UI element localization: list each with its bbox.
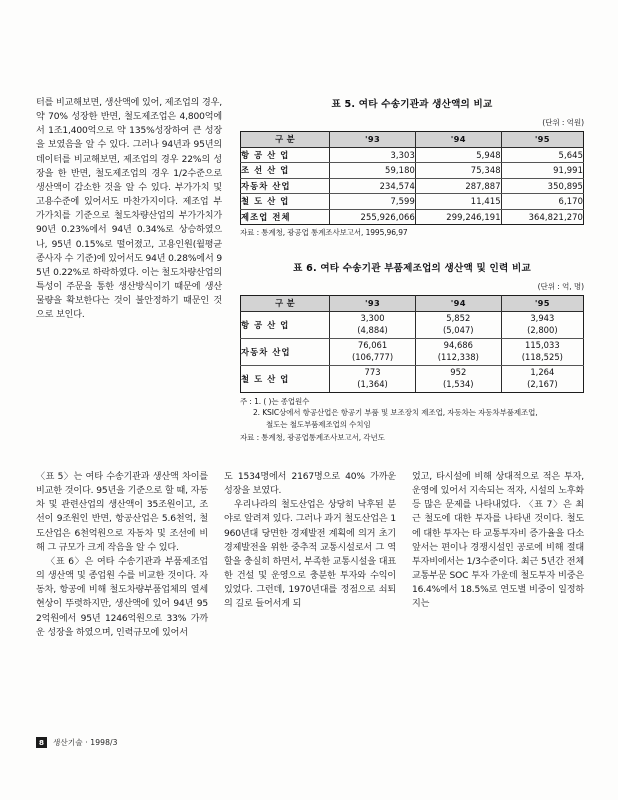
- cell-value: 5,645: [501, 147, 583, 163]
- table-row: [241, 163, 584, 179]
- cell-sub: (118,525): [521, 351, 563, 362]
- cell-sub: (106,777): [351, 351, 394, 362]
- cell-value: 299,246,191: [415, 209, 501, 225]
- table6-header-94: '94: [415, 295, 501, 311]
- table6-header-category: 구 분: [241, 295, 330, 311]
- cell-value: [330, 338, 416, 365]
- row-label: 조 선 산 업: [241, 163, 330, 179]
- row-label: 제조업 전체: [241, 209, 330, 225]
- row-label: 자동차 산업: [241, 178, 330, 194]
- table5-unit: (단위 : 억원): [542, 118, 584, 127]
- cell-main: 76,061: [357, 339, 388, 350]
- cell-main: 3,943: [530, 312, 555, 323]
- table-row: [241, 338, 584, 365]
- cell-value: 255,926,066: [330, 209, 416, 225]
- table5-header-94: '94: [415, 131, 501, 147]
- paragraph: 〈표 6〉은 여타 수송기관과 부품제조업의 생산액 및 종업원 수를 비교한 것이다. 자동차, 항공에 비해 철도차량부품업체의 열세현상이 뚜렷하지만, 생산액에 있어 94년 952억원에서 95년 1246억원으로 33% 가까운 성장을 하였으며, 인력규모에 있어서: [36, 556, 208, 638]
- tables-zone: [240, 96, 584, 443]
- row-label: 철 도 산 업: [241, 194, 330, 210]
- cell-main: 773: [364, 366, 381, 377]
- table5-header-93: '93: [330, 131, 416, 147]
- page-footer: [36, 737, 118, 748]
- cell-value: [501, 311, 583, 338]
- table6-notes: [240, 396, 584, 431]
- cell-value: 234,574: [330, 178, 416, 194]
- table6-title: 표 6. 여타 수송기관 부품제조업의 생산액 및 인력 비교: [293, 263, 531, 274]
- top-zone: [36, 96, 584, 468]
- row-label: 항 공 산 업: [241, 147, 330, 163]
- left-text-column: [36, 96, 222, 323]
- cell-sub: (4,884): [357, 324, 388, 335]
- cell-value: 11,415: [415, 194, 501, 210]
- cell-sub: (1,534): [443, 378, 474, 389]
- cell-main: 1,264: [530, 366, 555, 377]
- table6-note-line: 철도는 철도부품제조업의 수치임: [266, 419, 371, 429]
- table6-unit: (단위 : 억, 명): [537, 282, 584, 291]
- table-row: [241, 178, 584, 194]
- table-row: [241, 147, 584, 163]
- table6-header-93: '93: [330, 295, 416, 311]
- table-row: [241, 311, 584, 338]
- cell-value: 3,303: [330, 147, 416, 163]
- cell-value: 7,599: [330, 194, 416, 210]
- cell-sub: (5,047): [443, 324, 474, 335]
- cell-value: 91,991: [501, 163, 583, 179]
- table6-source: 자료 : 통계청, 광공업통계조사보고서, 각년도: [240, 433, 385, 442]
- table6: [240, 295, 584, 393]
- cell-main: 94,686: [443, 339, 473, 350]
- table6-note-line: 2. KSIC상에서 항공산업은 항공기 부품 및 보조장치 제조업, 자동차는 자동차부품제조업,: [253, 408, 538, 417]
- row-label: 항 공 산 업: [241, 311, 330, 338]
- cell-value: 6,170: [501, 194, 583, 210]
- footer-publication: 생산기술 · 1998/3: [53, 738, 118, 747]
- cell-value: [330, 365, 416, 392]
- table5-header-row: [241, 131, 584, 147]
- table6-block: [240, 260, 584, 443]
- cell-value: 287,887: [415, 178, 501, 194]
- paragraph: 〈표 5〉는 여타 수송기관과 생산액 차이를 비교한 것이다. 95년을 기준으로 할 때, 자동차 및 관련산업의 생산액이 35조원이고, 조선이 9조원인 반면, 항공산업은 5.6천억, 철도산업은 6천억원으로 자동차 및 조선에 비해 그 규모가 크게 작음을 알 수 있다.: [36, 472, 208, 553]
- cell-main: 3,300: [360, 312, 385, 323]
- table5-header-95: '95: [501, 131, 583, 147]
- cell-value: 350,895: [501, 178, 583, 194]
- cell-value: [501, 338, 583, 365]
- table5-source: 자료 : 통계청, 광공업 통계조사보고서, 1995,96,97: [240, 228, 408, 237]
- bottom-column-1: [36, 470, 208, 640]
- cell-main: 952: [450, 366, 467, 377]
- table5: [240, 131, 584, 226]
- cell-value: [415, 338, 501, 365]
- table-row: [241, 194, 584, 210]
- paragraph: 터를 비교해보면, 생산액에 있어, 제조업의 경우, 약 70% 성장한 반면, 철도제조업은 4,800억에서 1조1,400억으로 약 135%성장하여 큰 성장을 보였음을 알 수 있다. 그러나 94년과 95년의 데이터를 비교해보면, 제조업의 경우 22%의 성장을 한 반면, 철도제조업의 경우 1/2수준으로 생산액이 감소한 것을 알 수 있다. 부가가치 및 고용수준에 있어서도 마찬가지이다. 제조업 부가가치를 기준으로 철도차량산업의 부가가치가 90년 0.23%에서 94년 0.34%로 상승하였으나, 95년 0.15%로 떨어졌고, 고용인원(월평균 종사자 수 기준)에 있어서도 94년 0.28%에서 95년 0.22%로 하락하였다. 이는 철도차량산업의 특성이 주문을 통한 생산방식이기 때문에 생산물량을 확보한다는 것이 불안정하기 때문인 것으로 보인다.: [36, 98, 222, 321]
- table-row: [241, 209, 584, 225]
- table-row: [241, 365, 584, 392]
- cell-value: [415, 365, 501, 392]
- bottom-column-3: [412, 470, 584, 612]
- table6-note-line: 주 : 1. ( )는 종업원수: [240, 396, 310, 406]
- paragraph: 었고, 타시설에 비해 상대적으로 적은 투자, 운영에 있어서 지속되는 적자, 시설의 노후화등 많은 문제를 나타내었다. 〈표 7〉은 최근 철도에 대한 투자를 나타낸 것이다. 철도에 대한 투자는 타 교통투자비 증가율을 다소 앞서는 편이나 경쟁시설인 공로에 비해 절대 투자비에서는 1/3수준이다. 최근 5년간 전체 교통부문 SOC 투자 가운데 철도투자 비중은 16.4%에서 18.5%로 연도별 비중이 일정하지는: [412, 472, 584, 610]
- table5-header-category: 구 분: [241, 131, 330, 147]
- cell-sub: (1,364): [357, 378, 388, 389]
- cell-value: [501, 365, 583, 392]
- table5-block: [240, 96, 584, 238]
- cell-value: 5,948: [415, 147, 501, 163]
- cell-value: [330, 311, 416, 338]
- cell-sub: (2,167): [527, 378, 558, 389]
- cell-main: 5,852: [446, 312, 471, 323]
- table6-header-row: [241, 295, 584, 311]
- cell-value: [415, 311, 501, 338]
- page-number: 8: [36, 737, 47, 748]
- cell-sub: (2,800): [527, 324, 558, 335]
- paragraph: 우리나라의 철도산업은 상당히 낙후된 분야로 알려져 있다. 그러나 과거 철도산업은 1960년대 당면한 경제발전 계획에 의거 초기 경제발전을 위한 중추적 교통시설로서 그 역할을 충실히 하면서, 부족한 교통시설을 대표한 건설 및 운영으로 충분한 투자와 수익이 있었다. 그런데, 1970년대를 정점으로 쇠퇴의 길로 들어서게 되: [224, 500, 396, 610]
- cell-value: 59,180: [330, 163, 416, 179]
- row-label: 자동차 산업: [241, 338, 330, 365]
- table6-header-95: '95: [501, 295, 583, 311]
- cell-value: 75,348: [415, 163, 501, 179]
- bottom-column-2: [224, 470, 396, 612]
- row-label: 철 도 산 업: [241, 365, 330, 392]
- bottom-zone: [36, 470, 584, 720]
- table5-title: 표 5. 여타 수송기관과 생산액의 비교: [331, 99, 493, 110]
- cell-sub: (112,338): [437, 351, 479, 362]
- cell-value: 364,821,270: [501, 209, 583, 225]
- cell-main: 115,033: [525, 339, 560, 350]
- paragraph: 도 1534명에서 2167명으로 40% 가까운 성장을 보였다.: [224, 472, 396, 497]
